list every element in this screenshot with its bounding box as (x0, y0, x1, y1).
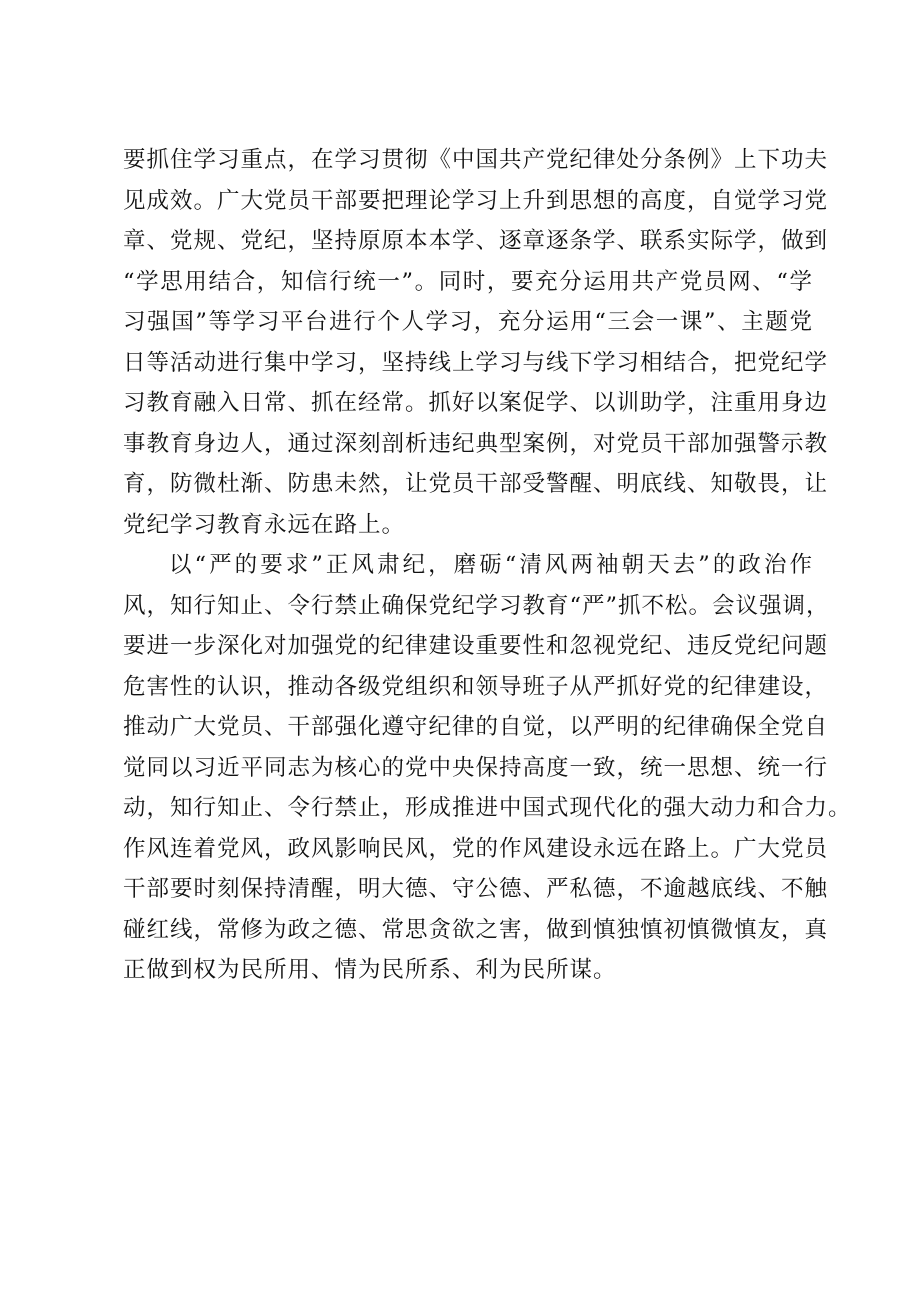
paragraph-line: 见成效。广大党员干部要把理论学习上升到思想的高度，自觉学习党 (123, 187, 829, 214)
paragraph-line: 碰红线，常修为政之德、常思贪欲之害，做到慎独慎初慎微慎友，真 (123, 916, 829, 943)
paragraph-2 (123, 545, 852, 991)
paragraph-line: 事教育身边人，通过深刻剖析违纪典型案例，对党员干部加强警示教 (123, 430, 829, 457)
paragraph-line: 动，知行知止、令行禁止，形成推进中国式现代化的强大动力和合力。 (123, 795, 852, 821)
paragraph-line: 作风连着党风，政风影响民风，党的作风建设永远在路上。广大党员 (123, 835, 829, 862)
paragraph-line: 要进一步深化对加强党的纪律建设重要性和忽视党纪、违反党纪问题 (123, 633, 829, 659)
paragraph-line: 党纪学习教育永远在路上。 (123, 511, 406, 538)
paragraph-line: 育，防微杜渐、防患未然，让党员干部受警醒、明底线、知敬畏，让 (123, 471, 829, 497)
paragraph-line: 觉同以习近平同志为核心的党中央保持高度一致，统一思想、统一行 (123, 754, 829, 781)
document-body (123, 140, 852, 991)
paragraph-line: 习教育融入日常、抓在经常。抓好以案促学、以训助学，注重用身边 (123, 390, 829, 416)
paragraph-line: 干部要时刻保持清醒，明大德、守公德、严私德，不逾越底线、不触 (123, 876, 829, 902)
paragraph-line: “学思用结合，知信行统一”。同时，要充分运用共产党员网、“学 (123, 268, 813, 295)
paragraph-line: 章、党规、党纪，坚持原原本本学、逐章逐条学、联系实际学，做到 (123, 228, 829, 254)
paragraph-line: 危害性的认识，推动各级党组织和领导班子从严抓好党的纪律建设， (123, 673, 829, 700)
paragraph-line: 习强国”等学习平台进行个人学习，充分运用“三会一课”、主题党 (123, 309, 813, 335)
paragraph-1 (123, 140, 829, 545)
paragraph-line: 风，知行知止、令行禁止确保党纪学习教育“严”抓不松。会议强调， (123, 592, 830, 619)
paragraph-line: 要抓住学习重点，在学习贯彻《中国共产党纪律处分条例》上下功夫 (123, 147, 829, 173)
paragraph-line: 推动广大党员、干部强化遵守纪律的自觉，以严明的纪律确保全党自 (123, 714, 829, 740)
paragraph-line: 正做到权为民所用、情为民所系、利为民所谋。 (123, 957, 617, 983)
paragraph-line: 以“严的要求”正风肃纪，磨砺“清风两袖朝天去”的政治作 (169, 552, 813, 578)
paragraph-line: 日等活动进行集中学习，坚持线上学习与线下学习相结合，把党纪学 (123, 349, 829, 376)
